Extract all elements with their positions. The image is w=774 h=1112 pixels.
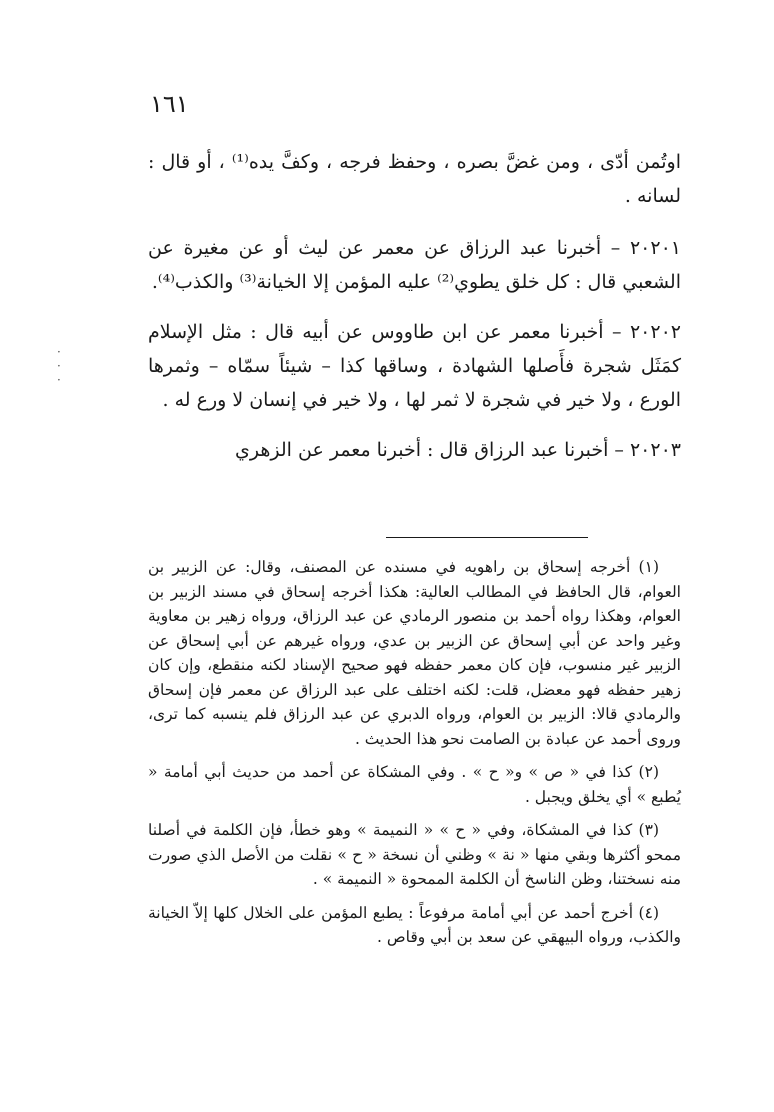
footnote-1: (١) أخرجه إسحاق بن راهويه في مسنده عن المصنف، وقال: عن الزبير بن العوام، قال الحافظ في المطالب العالية: هكذا أخرجه إسحاق في مسند الزبير بن العوام، وهكذا رواه أحمد بن منصور الرمادي عن عبد الرزاق، ورواه زهير بن معاوية وغير واحد عن أبي إسحاق عن الزبير بن عدي، ورواه غيرهم عن أبي إسحاق عن الزبير غير منسوب، فإن كان معمر حفظه فهو صحيح الإسناد لكنه منقطع، وإن كان زهير حفظه فهو معضل، قلت: لكنه اختلف على عبد الرزاق عن معمر فإن إسحاق والرمادي قالا: الزبير بن العوام، ورواه الدبري عن عبد الرزاق فلم ينسبه كما ترى، وروى أحمد عن عبادة بن الصامت نحو هذا الحديث . <box>148 558 681 748</box>
main-text <box>148 145 681 483</box>
hadith-20203: ٢٠٢٠٣ – أخبرنا عبد الرزاق قال : أخبرنا معمر عن الزهري <box>235 439 681 461</box>
paragraph-continuation: اوتُمن أدّى ، ومن غضَّ بصره ، وحفظ فرجه ، وكفَّ يده⁽¹⁾ ، أو قال : لسانه . <box>148 151 681 207</box>
footnote-3: (٣) كذا في المشكاة، وفي « ح » « النميمة » وهو خطأ، فإن الكلمة في أصلنا ممحو أكثرها وبقي منها « نة » وظني أن نسخة « ح » نقلت من الأصل الذي صورت منه نسختنا، وظن الناسخ أن الكلمة الممحوة « النميمة » . <box>148 821 681 888</box>
footnote-separator <box>386 537 588 538</box>
margin-mark: · · · <box>57 345 63 387</box>
page-number: ١٦١ <box>150 90 189 118</box>
footnote-2: (٢) كذا في « ص » و« ح » . وفي المشكاة عن أحمد من حديث أبي أمامة « يُطبع » أي يخلق ويجبل . <box>148 763 681 806</box>
hadith-20202: ٢٠٢٠٢ – أخبرنا معمر عن ابن طاووس عن أبيه قال : مثل الإسلام كمَثَل شجرة فأَصلها الشهادة ، وساقها كذا – شيئاً سمّاه – وثمرها الورع ، ولا خير في شجرة لا ثمر لها ، ولا خير في إنسان لا ورع له . <box>148 321 681 411</box>
footnote-4: (٤) أخرج أحمد عن أبي أمامة مرفوعاً : يطبع المؤمن على الخلال كلها إلاّ الخيانة والكذب، ورواه البيهقي عن سعد بن أبي وقاص . <box>148 903 681 946</box>
footnotes <box>148 555 681 959</box>
hadith-20201: ٢٠٢٠١ – أخبرنا عبد الرزاق عن معمر عن ليث أو عن مغيرة عن الشعبي قال : كل خلق يطوي⁽²⁾ عليه المؤمن إلا الخيانة⁽³⁾ والكذب⁽⁴⁾. <box>148 237 681 293</box>
